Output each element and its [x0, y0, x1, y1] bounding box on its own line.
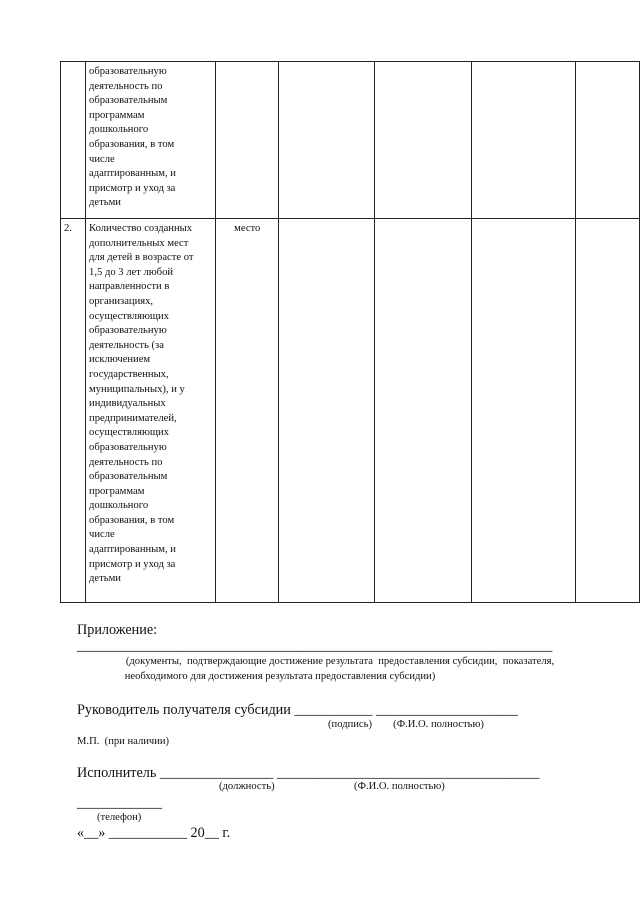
- table-cell: [575, 62, 639, 219]
- head-signature-line: Руководитель получателя субсидии ___________ ____________________: [77, 702, 518, 718]
- table-cell: [471, 62, 575, 219]
- table-cell: [375, 219, 472, 603]
- indicator-description: образовательную деятельность по образовательным программам дошкольного образования, в том числе адаптированным, и присмотр и уход за детьми: [86, 62, 216, 219]
- indicator-description: Количество созданных дополнительных мест для детей в возрасте от 1,5 до 3 лет любой направленности в организациях, осуществляющих образовательную деятельность (за исключением государственных, муниципальных), и у индивидуальных предпринимателей, осуществляющих образовательную деятельность по образовательным программам дошкольного образования, в том числе адаптированным, и присмотр и уход за детьми: [86, 219, 216, 603]
- attachment-caption: (документы, подтверждающие достижение результата предоставления субсидии, показателя,: [125, 656, 555, 667]
- attachment-caption: необходимого для достижения результата предоставления субсидии): [124, 671, 436, 682]
- seal-note: М.П. (при наличии): [77, 736, 170, 747]
- row-number: 2.: [61, 219, 86, 603]
- phone-blank-line: ____________: [77, 795, 163, 811]
- table-row: [61, 62, 640, 219]
- row-number: [61, 62, 86, 219]
- head-signature-caption: (подпись) (Ф.И.О. полностью): [328, 719, 484, 730]
- table-cell: [375, 62, 472, 219]
- attachment-blank-line: ___________________________________________________________________: [77, 638, 553, 654]
- table-cell: [575, 219, 639, 603]
- unit-of-measure: [216, 62, 279, 219]
- table-cell: [471, 219, 575, 603]
- attachment-label: Приложение:: [77, 622, 158, 638]
- unit-of-measure: место: [216, 219, 279, 603]
- executor-line: Исполнитель ________________ _____________________________________: [77, 765, 540, 781]
- phone-caption: (телефон): [97, 812, 142, 823]
- table-cell: [279, 62, 375, 219]
- executor-caption: (должность) (Ф.И.О. полностью): [219, 781, 445, 792]
- table-row: [61, 219, 640, 603]
- table-cell: [279, 219, 375, 603]
- date-line: «__» ___________ 20__ г.: [77, 825, 231, 841]
- results-table: [60, 61, 640, 603]
